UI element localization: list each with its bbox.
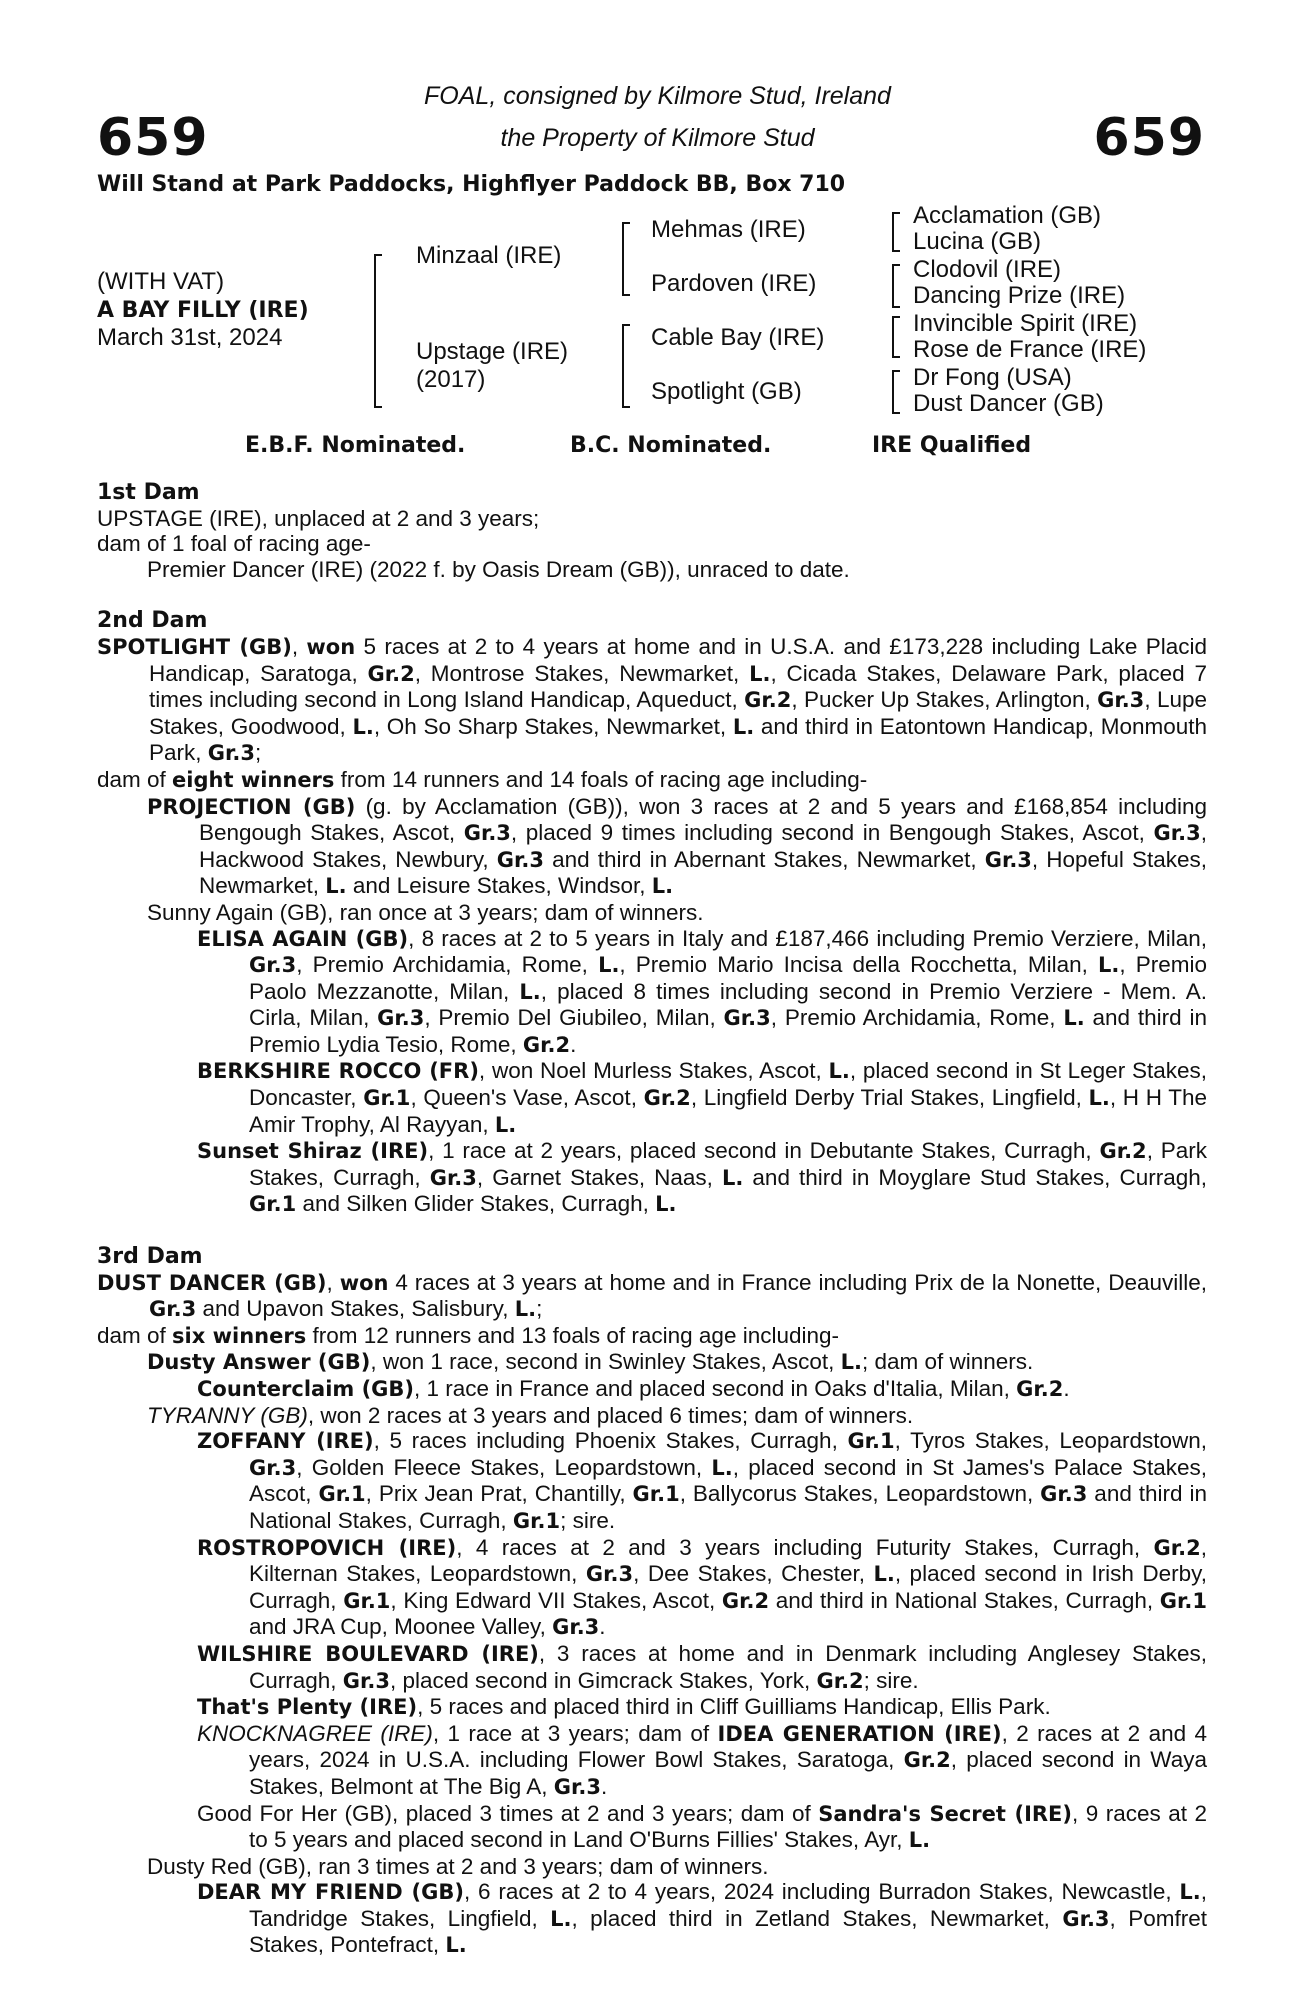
pedigree-brace-ss	[892, 212, 900, 252]
first-dam-entry: UPSTAGE (IRE), unplaced at 2 and 3 years;	[97, 505, 540, 531]
dd-dam: Dust Dancer (GB)	[913, 390, 1104, 417]
produce-zoffany: ZOFFANY (IRE), 5 races including Phoenix Stakes, Curragh, Gr.1, Tyros Stakes, Leopardstown, Gr.3, Golden Fleece Stakes, Leopardstown, L., placed second in St James's Palace Stakes, Ascot, Gr.1, Prix Jean Prat, Chantilly, Gr.1, Ballycorus Stakes, Leopardstown, Gr.3 and third in National Stakes, Curragh, Gr.1; sire.	[197, 1428, 1208, 1533]
second-dam-produce-intro: dam of eight winners from 14 runners and 14 foals of racing age including-	[97, 766, 868, 792]
ebf-nomination: E.B.F. Nominated.	[245, 433, 466, 458]
produce-rostropovich: ROSTROPOVICH (IRE), 4 races at 2 and 3 years including Futurity Stakes, Curragh, Gr.2, Kilternan Stakes, Leopardstown, Gr.3, Dee Stakes, Chester, L., placed second in Irish Derby, Curragh, Gr.1, King Edward VII Stakes, Ascot, Gr.2 and third in National Stakes, Curragh, Gr.1 and JRA Cup, Moonee Valley, Gr.3.	[197, 1534, 1208, 1640]
pedigree-brace-sire	[622, 222, 630, 296]
first-dam-heading: 1st Dam	[97, 480, 200, 505]
produce-projection: PROJECTION (GB) (g. by Acclamation (GB)), won 3 races at 2 and 5 years and £168,854 including Bengough Stakes, Ascot, Gr.3, placed 9 times including second in Bengough Stakes, Ascot, Gr.3, Hackwood Stakes, Newbury, Gr.3 and third in Abernant Stakes, Newmarket, Gr.3, Hopeful Stakes, Newmarket, L. and Leisure Stakes, Windsor, L.	[147, 793, 1207, 899]
family-text	[97, 480, 1207, 1959]
pedigree-brace-sd	[892, 264, 900, 308]
produce-dusty-answer: Dusty Answer (GB), won 1 race, second in Swinley Stakes, Ascot, L.; dam of winners.	[147, 1349, 1034, 1375]
sire-sire: Mehmas (IRE)	[651, 216, 806, 243]
bc-nomination: B.C. Nominated.	[570, 433, 772, 458]
pedigree-brace-dd	[892, 370, 900, 414]
sire-dam: Pardoven (IRE)	[651, 270, 817, 297]
dd-sire: Dr Fong (USA)	[913, 364, 1072, 391]
ire-qualified: IRE Qualified	[872, 433, 1032, 458]
sd-dam: Dancing Prize (IRE)	[913, 282, 1126, 309]
produce-knocknagree: KNOCKNAGREE (IRE), 1 race at 3 years; dam of IDEA GENERATION (IRE), 2 races at 2 and 4 years, 2024 in U.S.A. including Flower Bowl Stakes, Saratoga, Gr.2, placed second in Waya Stakes, Belmont at The Big A, Gr.3.	[197, 1720, 1208, 1799]
third-dam-produce-intro: dam of six winners from 12 runners and 13 foals of racing age including-	[97, 1322, 840, 1348]
produce-thats-plenty: That's Plenty (IRE), 5 races and placed third in Cliff Guilliams Handicap, Ellis Park.	[197, 1694, 1051, 1720]
pedigree-brace-ds	[892, 316, 900, 358]
second-dam-heading: 2nd Dam	[97, 608, 208, 634]
produce-sunset-shiraz: Sunset Shiraz (IRE), 1 race at 2 years, placed second in Debutante Stakes, Curragh, Gr.2, Park Stakes, Curragh, Gr.3, Garnet Stakes, Naas, L. and third in Moyglare Stud Stakes, Curragh, Gr.1 and Silken Glider Stakes, Curragh, L.	[197, 1138, 1208, 1217]
second-dam-entry: SPOTLIGHT (GB), won 5 races at 2 to 4 years at home and in U.S.A. and £173,228 including Lake Placid Handicap, Saratoga, Gr.2, Montrose Stakes, Newmarket, L., Cicada Stakes, Delaware Park, placed 7 times including second in Long Island Handicap, Aqueduct, Gr.2, Pucker Up Stakes, Arlington, Gr.3, Lupe Stakes, Goodwood, L., Oh So Sharp Stakes, Newmarket, L. and third in Eatontown Handicap, Monmouth Park, Gr.3;	[97, 633, 1208, 766]
ds-dam: Rose de France (IRE)	[913, 336, 1147, 363]
stand-location: Will Stand at Park Paddocks, Highflyer Paddock BB, Box 710	[97, 172, 846, 197]
produce-elisa-again: ELISA AGAIN (GB), 8 races at 2 to 5 years in Italy and £187,466 including Premio Verziere, Milan, Gr.3, Premio Archidamia, Rome, L., Premio Mario Incisa della Rocchetta, Milan, L., Premio Paolo Mezzanotte, Milan, L., placed 8 times including second in Premio Verziere - Mem. A. Cirla, Milan, Gr.3, Premio Del Giubileo, Milan, Gr.3, Premio Archidamia, Rome, L. and third in Premio Lydia Tesio, Rome, Gr.2.	[197, 925, 1207, 1057]
produce-berkshire-rocco: BERKSHIRE ROCCO (FR), won Noel Murless Stakes, Ascot, L., placed second in St Leger Stakes, Doncaster, Gr.1, Queen's Vase, Ascot, Gr.2, Lingfield Derby Trial Stakes, Lingfield, L., H H The Amir Trophy, Al Rayyan, L.	[197, 1058, 1208, 1137]
dam-name: Upstage (IRE)	[416, 338, 569, 365]
horse-name: A BAY FILLY (IRE)	[97, 298, 309, 323]
dam-year: (2017)	[416, 366, 486, 393]
produce-sunny-again: Sunny Again (GB), ran once at 3 years; dam of winners.	[147, 899, 704, 925]
foaling-date: March 31st, 2024	[97, 324, 283, 351]
sire-name: Minzaal (IRE)	[416, 242, 562, 269]
ss-dam: Lucina (GB)	[913, 228, 1042, 255]
produce-dusty-red: Dusty Red (GB), ran 3 times at 2 and 3 years; dam of winners.	[147, 1853, 769, 1879]
produce-wilshire-boulevard: WILSHIRE BOULEVARD (IRE), 3 races at home and in Denmark including Anglesey Stakes, Curragh, Gr.3, placed second in Gimcrack Stakes, York, Gr.2; sire.	[197, 1640, 1207, 1693]
third-dam-heading: 3rd Dam	[97, 1244, 203, 1270]
first-dam-produce-intro: dam of 1 foal of racing age-	[97, 531, 371, 557]
lot-number-right: 659	[1093, 108, 1205, 168]
consignor-line: FOAL, consigned by Kilmore Stud, Ireland	[424, 82, 891, 110]
ss-sire: Acclamation (GB)	[913, 202, 1102, 229]
sd-sire: Clodovil (IRE)	[913, 256, 1062, 283]
produce-counterclaim: Counterclaim (GB), 1 race in France and placed second in Oaks d'Italia, Milan, Gr.2.	[197, 1376, 1070, 1401]
pedigree-brace-main	[374, 254, 382, 408]
first-dam-produce-1: Premier Dancer (IRE) (2022 f. by Oasis Dream (GB)), unraced to date.	[147, 556, 850, 582]
lot-number-left: 659	[97, 108, 209, 168]
property-line: the Property of Kilmore Stud	[500, 124, 815, 152]
pedigree-brace-dam	[622, 324, 630, 408]
dam-sire: Cable Bay (IRE)	[651, 324, 825, 351]
produce-good-for-her: Good For Her (GB), placed 3 times at 2 and 3 years; dam of Sandra's Secret (IRE), 9 races at 2 to 5 years and placed second in Land O'Burns Fillies' Stakes, Ayr, L.	[197, 1800, 1207, 1853]
dam-dam: Spotlight (GB)	[651, 378, 802, 405]
produce-dear-my-friend: DEAR MY FRIEND (GB), 6 races at 2 to 4 years, 2024 including Burradon Stakes, Newcastle, L., Tandridge Stakes, Lingfield, L., placed third in Zetland Stakes, Newmarket, Gr.3, Pomfret Stakes, Pontefract, L.	[197, 1879, 1207, 1958]
ds-sire: Invincible Spirit (IRE)	[913, 310, 1138, 337]
third-dam-entry: DUST DANCER (GB), won 4 races at 3 years at home and in France including Prix de la Nonette, Deauville, Gr.3 and Upavon Stakes, Salisbury, L.;	[97, 1269, 1207, 1322]
vat-label: (WITH VAT)	[97, 268, 225, 295]
produce-tyranny: TYRANNY (GB), won 2 races at 3 years and placed 6 times; dam of winners.	[147, 1402, 914, 1428]
